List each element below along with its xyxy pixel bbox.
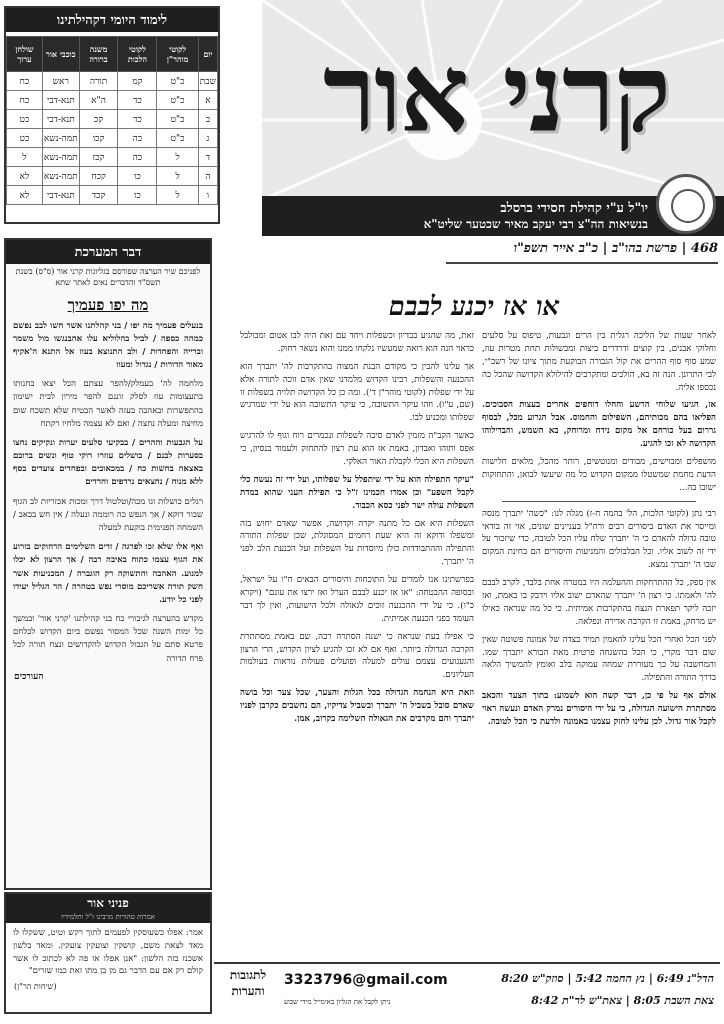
table-cell: ל <box>157 148 198 167</box>
table-cell: כט <box>7 110 43 129</box>
study-schedule-box <box>4 6 220 224</box>
schedule-col-header: יום <box>198 37 217 72</box>
table-cell: א <box>198 91 217 110</box>
table-cell: תנא-דבי <box>42 91 79 110</box>
zmanim-row-2: צאת השבת 8:05 | צאת"ש לר"ת 8:42 <box>531 994 714 1007</box>
table-cell: כו <box>118 167 157 186</box>
subscription-note: ניתן לקבל את הגליון באימייל מידי שבוע <box>284 998 391 1006</box>
table-cell: כה <box>118 148 157 167</box>
table-cell: ל <box>157 186 198 205</box>
table-cell: קכח <box>79 167 118 186</box>
schedule-header-row <box>7 37 218 72</box>
article-paragraph: זאת, מה שהגיע בבדיון וכשפלות ויחד עם זאת היה לבו אטום ומבולבל כראוי הנה הוא רואה שמעשיו נלקחו ממנו והוא נשאר רחוק. <box>240 331 474 354</box>
peninei-source: (שיחות הר"ן) <box>14 982 57 991</box>
table-cell: ב <box>198 110 217 129</box>
table-cell: ל <box>7 148 43 167</box>
editorial-signature: העורכים <box>14 671 44 682</box>
table-cell: ד <box>198 148 217 167</box>
table-row <box>7 186 218 205</box>
schedule-col-header: משנה ברורה <box>79 37 118 72</box>
table-cell: כח <box>7 72 43 91</box>
poem-stanza: על הגבעות וההרים / בבקיעי סלעים יערות ונקיקים נחצו בסערות לבנם / כושלים עוזרו רוקי טוף ונשים ברובם באצאה בחשות כח / במכאובים ובפחדים צועדים בסף ללא מנוח / נחצאים נרדפים וחרדים <box>13 437 203 488</box>
table-cell: שבת <box>198 72 217 91</box>
peninei-text: אמר: אפלו כשעוסקין לפעמים לתוך רקש וטיט, ששקלו לו מאד לצאת משם, קושקין וצועקין צועקין. ומאד בלשון אשכנז בזה הלשון: "אנן אפלו או פה לא לכתוב לו אשר קולם רק אם עם הדבר גם מן בן מתו זאת כמו שזרים" <box>13 928 203 977</box>
schedule-col-header: שולחן ערוך <box>7 37 43 72</box>
table-row <box>7 167 218 186</box>
table-cell: ו <box>198 186 217 205</box>
table-row <box>7 91 218 110</box>
peninei-or-box <box>4 892 212 1014</box>
table-cell: קכ <box>79 110 118 129</box>
article-column-right <box>482 330 716 734</box>
table-cell: כד <box>118 110 157 129</box>
table-cell: תמה-נשא <box>42 148 79 167</box>
table-cell: ה"א <box>79 91 118 110</box>
table-row <box>7 110 218 129</box>
table-cell: כ"ט <box>157 91 198 110</box>
schedule-title: לימוד היומי דקהילתינו <box>6 8 218 32</box>
article-paragraph: אך עלינו להבין כי מקודם הבנת המצוה בהתקרבות לה' יתברך הוא ההכנעה והשפלות, רבינו הקדוש מלמדנו שאין אדם זוכה לתורה אלא על ידי שפלות (לקוטי מוהר"ן ד'). ומה כן כל הקדושה תלויה בשפלות זו (שם, ע"ו). וזהו עיקר התשובה, כי עיקר התשובה הוא על ידי שמרגיש שפלותו ומכניע לבו. <box>240 361 474 424</box>
peninei-title: פניני אור <box>6 894 210 913</box>
table-cell: לא <box>7 186 43 205</box>
editorial-column <box>4 238 212 890</box>
responses-label: לתגובות והערות <box>229 968 267 998</box>
table-cell: לא <box>7 167 43 186</box>
table-cell: קמ <box>118 72 157 91</box>
table-cell: כד <box>118 91 157 110</box>
table-cell: תורה <box>79 72 118 91</box>
table-cell: כט <box>7 129 43 148</box>
table-cell: ראש <box>42 72 79 91</box>
article-paragraph: וזאת היא הנחמה הגדולה בכל הגלות והצער, שכל צער וכל בושה שאדם סובל בשביל ה' יתברך ובשביל צדיקיו, הם נחשבים כקרבן לפניו יתברך והם מקרבים את הגאולה השלימה בקרוב, אמן. <box>240 688 474 725</box>
table-cell: כח <box>7 91 43 110</box>
table-cell: תנא-דבי <box>42 186 79 205</box>
poem-stanza: ואף אלו שלא זכו לפרגה / זדים השלימים הרחוקים בזרוע את הגוף עצמו כתוח באיבה רבה / אך הרצון לא יכלו למנוע. האהבה והתשוקה רק הוגברה / המכניעות אשר חשק תורה אשריכם מוסרי נפש בטהרה / הר הגליל יעידו לפני כל יודע. <box>13 542 203 605</box>
table-cell: כ"ט <box>157 72 198 91</box>
table-cell: כו <box>118 186 157 205</box>
article-paragraph: בפרשתינו אנו לומדים על התוכחות והיסורים הבאים ח"ו על ישראל, ובסופה ההבטחה: "או אז יכנע לבבם הערל ואז ירצו את עונם" (ויקרא כ"ו). כי על ידי ההכנעה זוכים לגאולה ולכל הישועות, ואין לך דבר העומד בפני הכנעה אמיתית. <box>240 575 474 624</box>
article-paragraph: אין ספק, כל ההתרחקות וההעלמה היו במטרה אחת בלבד, לקרב לבבם לה' ולאמתו. כי רצון ה' יתברך שהאדם ישוב אליו וידבק בו באמת, ואז יזכה ליקר תפארת הנצח בהתקרבות אמיתית. כי כל מה שנראה כאילו יש מרחק, באמת זו הקרבה אדירה ונפלאה. <box>482 578 716 627</box>
poem-stanza: רגלים כושלות וגו מכה/וטלטול דרך ומכות אכזריות לב הגוף שבור דוקא / אך הנפש כה רוממה ונעלה / אין חש בכאב / השמחה הפנימית בוקעת למעלה <box>13 496 203 533</box>
poem-stanza: מלחמה לה' בעמלק/להפר עצתם הכל יצאו בחנותו בתעצומות עוז לסלק זוננם להפר מירון לבית ישימון בהתפשרות ובאהבה בעזה לאשר הבטיח שלא תשכח שום מחיצה ומעלה נחצה / ואם לא עצמה מלחיו רקתח <box>13 379 203 429</box>
footer-bar <box>214 962 720 1022</box>
article-paragraph: כי אפילו בעת שנראה כי ישנה הסתרה רבה, שם באמת מסתתרת הקרבה הגדולה ביותר. ואף אם לא זכו להגיע לציון הקדוש, הרי הרצון והגעגועים עצמם עולים למעלה ופועלים פעולות נוראות בעולמות העליונים. <box>240 631 474 681</box>
article-paragraph: לאחר שעות של הליכה רגלית בין הרים וגבעות, טיפוס על סלעים וחלוקי אבנים, בין קוצים ודרדרים ביצות ומכשולות תחת מטרות עוז, שמע סוף סוף ההרים את קול הגבורה הבוקעת מתוך ציונו של רשב"י, לבי התרונן. הנה זה בא, הולכים ומתקרבים להילולא הקדושה שהכל כה נכספו אליה. <box>482 331 716 393</box>
article-paragraph: השפלות היא אם כל מתנה יקרה וקדושה, אפשר שאדם יחוש בזה ומשפלו ודוקא זה היא שעת רחמים המסוגלת, שכן שפלות התורה והתפילה וההתבודדות כולן מיוסדות על השפלות ועל הכנעת הלב לפני ה' יתברך. <box>240 518 474 568</box>
table-cell: קכו <box>79 129 118 148</box>
editorial-intro: לפניכם שיר הערצה שפורסם בגליונות קרני אור (ס"ס) בשנת תשס"ד והדברים נאים לאתר שתא <box>15 267 201 287</box>
table-cell: קכז <box>79 148 118 167</box>
article-paragraph: מושפלים ומבוישים, מבודים ומנוטשים, רותר מהכל, מלאים חלישות הדעת מחמת שמשטלו ממקום הקדוש כל מה שיעשו לבואן, והתחזקות ישובו בה... <box>482 457 716 493</box>
zmanim-row-1: הדל"נ 6:49 | נץ החמה 5:42 | סוזק"ש 8:20 <box>501 972 714 985</box>
table-cell: ג <box>198 129 217 148</box>
table-cell: קכד <box>79 186 118 205</box>
schedule-col-header: לקוטי מוהר"ן <box>157 37 198 72</box>
article-paragraph: אולם אף על פי כן, דבר קשה הוא לשמוע: בתוך הצער והכאב מסתתרת הישועה הגדולה, כי על ידי היסורים נמרק האדם ונעשה ראוי לקבל אור גדול. לכן עלינו לחזק עצמנו באמונה ולדעת כי הכל לטובה. <box>482 691 716 728</box>
table-cell: ל <box>157 167 198 186</box>
masthead-subtitle-band <box>262 196 724 236</box>
issue-info: 468 | פרשת בהו"ב | כ"ב אייר תשפ"ו <box>446 240 718 264</box>
table-cell: תמה-נשא <box>42 167 79 186</box>
table-row <box>7 129 218 148</box>
table-cell: ה <box>198 167 217 186</box>
dedication-text: מקדש בהערצה לגיבורי כח בני קהילתנו 'קרני אור' ובמשך כל ימות השנה שכל המסור נפשם ביום הקדוש לבלחם פרטא סתם על הגבול הקדוש להקדושים ונצח תורה לכל פרח הדורה <box>13 614 203 664</box>
peninei-subtitle: אמרות טהורות מרבינו ז"ל ותלמידיו <box>6 913 210 923</box>
article-paragraph: אז, הגיעו שלוחי הרשע והחלו דוחפים אחרים בעצות הסבוכים. הפליאו בהם מכותיהם, השפילום והחמוס. אבל הגרוע מכל, לבסוף גררום בעל כורחם אל מקום נידח ומרוחק, בא השמש, והבדילוהו הקדושה לא זכו להגיע. <box>482 400 716 450</box>
masthead-logo: קרני אור <box>323 31 669 157</box>
section-divider <box>502 501 696 502</box>
schedule-col-header: לקוטי הלכות <box>118 37 157 72</box>
table-cell: תנא-דבי <box>42 110 79 129</box>
poem-stanza: בנעלים פעמיך מה יפו / בני קהלתנו אשר חשו לבב נפשם כמהה כספה / לביל בהלוליא עלו אחבנגשו מול משמר וברייה והפחדות / ולב התנוצא בעוז אל התנא ה'אקיף מאור הדורות / נגדול ומעוז <box>13 320 203 371</box>
schedule-table <box>6 36 218 205</box>
article-title: או אז יכנע לבבם <box>388 292 560 322</box>
poem-title: מה יפו פעמיך <box>67 295 149 314</box>
article-paragraph: רבי נתן (לקוטי הלכות, הל' בהמה ח-ז) מגלה לנו: "כשה' יתברך מנסה ומייסר את האדם ביסורים רבים ורח"ל בעניינים שונים, אזי זה בודאי טובה גדולה להאדם כי ה' יתברך שלח עליו הכל לטובה, כדי שיזכור על ידי זה לשוב אליו. וכל הבלבולים והמניעות והיסורים הם בחינת המקום שבו ה' יתברך נמצא. <box>482 508 716 571</box>
table-row <box>7 72 218 91</box>
subtitle-line-2: בנשיאות הה"צ רבי יעקב מאיר שכטער שליט"א <box>423 217 648 231</box>
contact-email-link[interactable]: 3323796@gmail.com <box>284 972 448 988</box>
table-row <box>7 148 218 167</box>
article-paragraph: "עיקר התפילה הוא על ידי שיתפלל על שפלותו, ועל ידי זה נעשה כלי לקבל השפע" וכן אמרו חכמינו ז"ל כי תפילת העני שהוא במדת השפלות עולה ישר לפני כסא הכבוד. <box>240 474 474 511</box>
table-cell: כ"ט <box>157 110 198 129</box>
article-column-left <box>240 330 474 731</box>
article-paragraph: לפני הכל ואחרי הכל עלינו להאמין תמיד בצדה של אמונה פשוטה שאין שום דבר מקרי, כי הכל בהשגחה פרטית מאת הבורא יתברך שמו. והמחשבה על כך מעוררת שמחה עמוקה בלב ואומץ להמשיך הלאה בדרך התורה והתפילה. <box>482 634 716 684</box>
congregation-emblem-icon <box>656 174 716 234</box>
article-paragraph: כאשר הקב"ה מזמין לאדם סיבה לשפלות ונכמרים רוח וגוף לו להרגיש אפס ותוהו ואבדון, באמת אז הוא עת רצון להתחזק ולעמוד בנסיון, כי השפלות היא הכלי לקבלת האור האלקי. <box>240 431 474 468</box>
table-cell: תמה-נשא <box>42 129 79 148</box>
editorial-title: דבר המערכת <box>6 240 210 264</box>
table-cell: כה <box>118 129 157 148</box>
schedule-col-header: כוכבי אור <box>42 37 79 72</box>
table-cell: כ"ט <box>157 129 198 148</box>
subtitle-line-1: יו"ל ע"י קהילת חסידי ברסלב <box>500 201 648 216</box>
